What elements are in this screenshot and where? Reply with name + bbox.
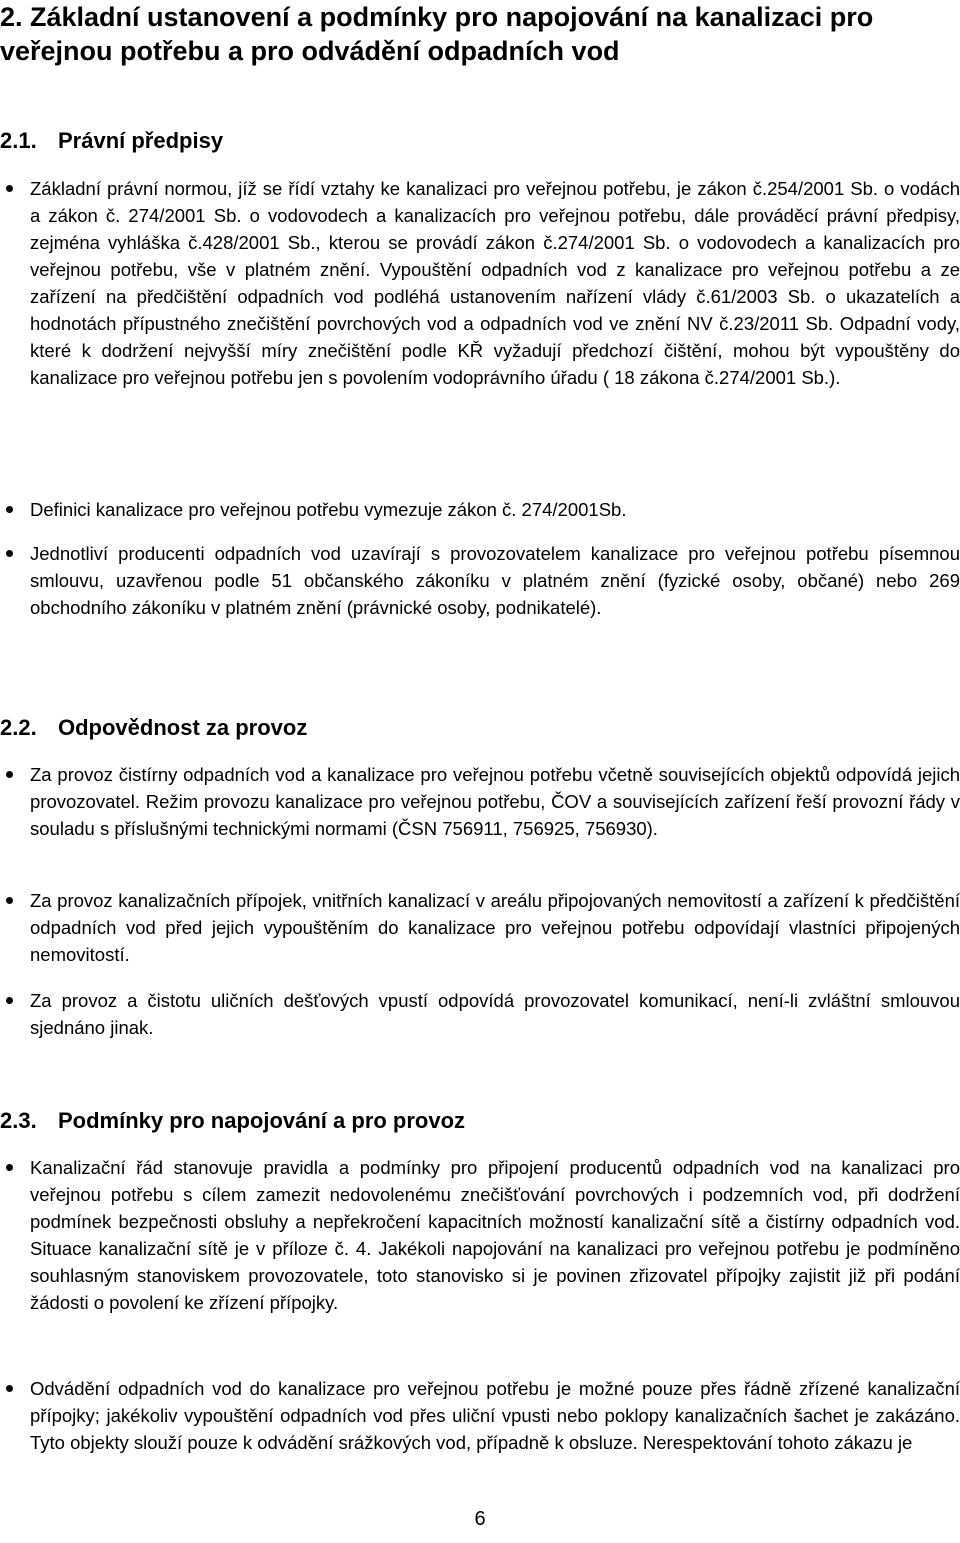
bullet-icon	[6, 897, 13, 904]
bullet-icon	[6, 185, 13, 192]
section-title: Podmínky pro napojování a pro provoz	[58, 1108, 466, 1133]
section-2-1-list-c	[0, 540, 960, 621]
section-heading-2-1	[0, 126, 223, 156]
list-item	[0, 496, 960, 523]
section-heading-2-3	[0, 1106, 465, 1136]
list-item	[0, 887, 960, 968]
bullet-icon	[6, 997, 13, 1004]
list-item-text: Kanalizační řád stanovuje pravidla a podmínky pro připojení producentů odpadních vod na kanalizaci pro veřejnou potřebu s cílem zamezit nedovolenému znečišťování povrchových i podzemních vod, při dodržení podmínek bezpečnosti obsluhy a nepřekročení kapacitních možností kanalizační sítě a čistírny odpadních vod. Situace kanalizační sítě je v příloze č. 4. Jakékoli napojování na kanalizaci pro veřejnou potřebu je podmíněno souhlasným stanoviskem provozovatele, toto stanovisko si je povinen zřizovatel přípojky zajistit již při podání žádosti o povolení ke zřízení přípojky.	[30, 1157, 960, 1313]
list-item	[0, 761, 960, 842]
list-item-text: Odvádění odpadních vod do kanalizace pro veřejnou potřebu je možné pouze přes řádně zřízené kanalizační přípojky; jakékoliv vypouštění odpadních vod přes uliční vpusti nebo poklopy kanalizačních šachet je zakázáno. Tyto objekty slouží pouze k odvádění srážkových vod, případně k obsluze. Nerespektování tohoto zákazu je	[30, 1378, 960, 1453]
list-item-text: Za provoz a čistotu uličních dešťových vpustí odpovídá provozovatel komunikací, není-li zvláštní smlouvou sjednáno jinak.	[30, 990, 960, 1038]
page-number: 6	[474, 1508, 486, 1530]
list-item	[0, 987, 960, 1041]
section-title: Odpovědnost za provoz	[58, 715, 308, 740]
section-2-3-list-b	[0, 1375, 960, 1456]
section-number: 2.2.	[0, 715, 37, 740]
bullet-icon	[6, 771, 13, 778]
section-2-2-list-b	[0, 887, 960, 968]
section-2-1-list-b	[0, 496, 960, 523]
list-item	[0, 175, 960, 391]
list-item-text: Za provoz kanalizačních přípojek, vnitřních kanalizací v areálu připojovaných nemovitostí a zařízení k předčištění odpadních vod před jejich vypouštěním do kanalizace pro veřejnou potřebu odpovídají vlastníci připojených nemovitostí.	[30, 890, 960, 965]
list-item	[0, 540, 960, 621]
list-item-text: Jednotliví producenti odpadních vod uzavírají s provozovatelem kanalizace pro veřejnou potřebu písemnou smlouvu, uzavřenou podle 51 občanského zákoníku v platném znění (fyzické osoby, občané) nebo 269 obchodního zákoníku v platném znění (právnické osoby, podnikatelé).	[30, 543, 960, 618]
list-item	[0, 1375, 960, 1456]
section-number: 2.1.	[0, 128, 37, 153]
bullet-icon	[6, 1385, 13, 1392]
list-item-text: Za provoz čistírny odpadních vod a kanalizace pro veřejnou potřebu včetně souvisejících objektů odpovídá jejich provozovatel. Režim provozu kanalizace pro veřejnou potřebu, ČOV a souvisejících zařízení řeší provozní řády v souladu s příslušnými technickými normami (ČSN 756911, 756925, 756930).	[30, 764, 960, 839]
list-item	[0, 1154, 960, 1316]
section-heading-2-2	[0, 713, 307, 743]
list-item-text: Definici kanalizace pro veřejnou potřebu vymezuje zákon č. 274/2001Sb.	[30, 499, 627, 520]
section-title: Právní předpisy	[58, 128, 224, 153]
section-2-2-list	[0, 761, 960, 842]
section-2-1-list	[0, 175, 960, 391]
bullet-icon	[6, 506, 13, 513]
section-2-2-list-c	[0, 987, 960, 1041]
bullet-icon	[6, 550, 13, 557]
list-item-text: Základní právní normou, jíž se řídí vztahy ke kanalizaci pro veřejnou potřebu, je zákon č.254/2001 Sb. o vodách a zákon č. 274/2001 Sb. o vodovodech a kanalizacích pro veřejnou potřebu, dále prováděcí právní předpisy, zejména vyhláška č.428/2001 Sb., kterou se provádí zákon č.274/2001 Sb. o vodovodech a kanalizacích pro veřejnou potřebu, vše v platném znění. Vypouštění odpadních vod z kanalizace pro veřejnou potřebu a ze zařízení na předčištění odpadních vod podléhá ustanovením nařízení vlády č.61/2003 Sb. o ukazatelích a hodnotách přípustného znečištění povrchových vod a odpadních vod ve znění NV č.23/2011 Sb. Odpadní vody, které k dodržení nejvyšší míry znečištění podle KŘ vyžadují předchozí čištění, mohou být vypouštěny do kanalizace pro veřejnou potřebu jen s povolením vodoprávního úřadu ( 18 zákona č.274/2001 Sb.).	[30, 178, 960, 388]
chapter-title: 2. Základní ustanovení a podmínky pro napojování na kanalizaci pro veřejnou potřebu a pro odvádění odpadních vod	[0, 2, 874, 66]
bullet-icon	[6, 1164, 13, 1171]
section-number: 2.3.	[0, 1108, 37, 1133]
section-2-3-list	[0, 1154, 960, 1316]
